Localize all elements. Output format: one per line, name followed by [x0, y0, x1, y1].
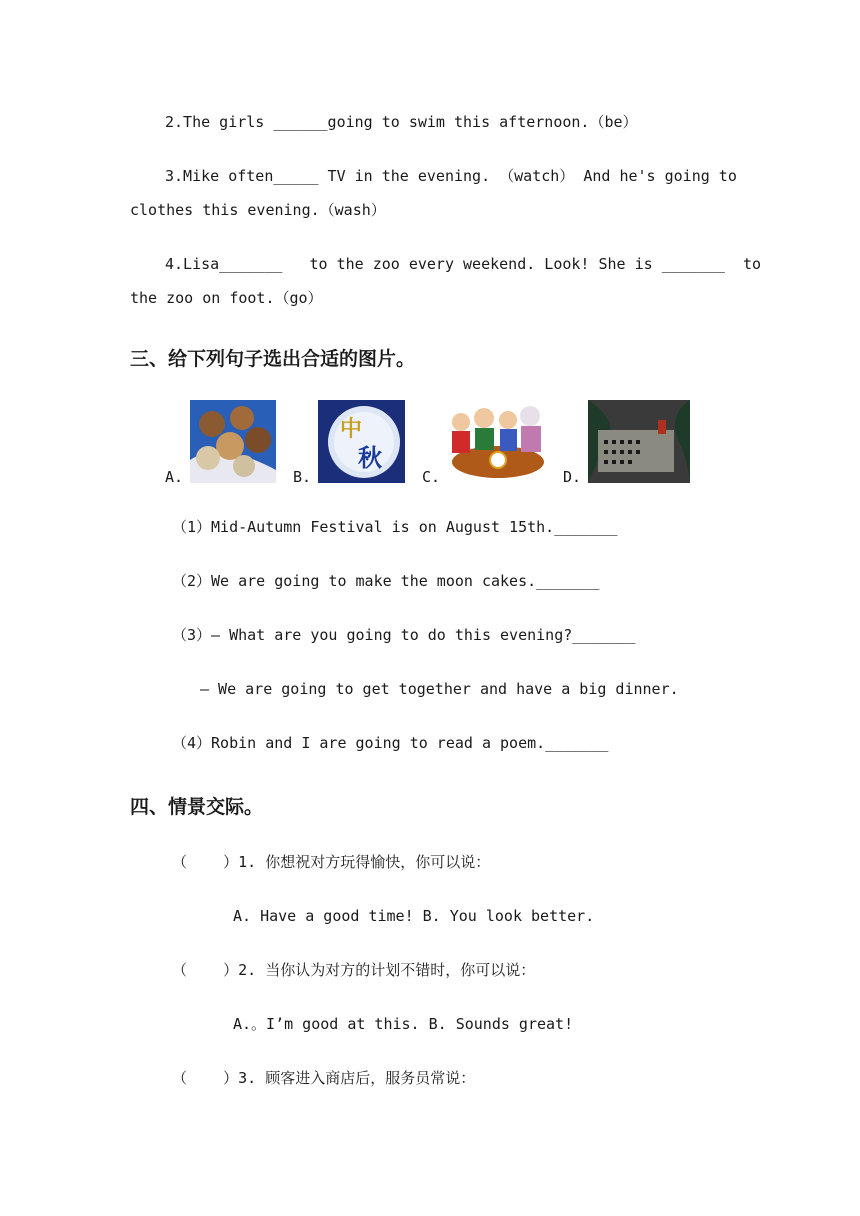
exercise-4-sentence-line1: 4.Lisa_______ to the zoo every weekend. Look! She is _______ to	[165, 255, 762, 273]
poem-scroll-picture	[588, 400, 690, 483]
situation-question-2: （ ）2. 当你认为对方的计划不错时，你可以说：	[172, 961, 536, 979]
picture-a-label: A.	[165, 468, 184, 486]
situation-question-2-options: A.。I’m good at this. B. Sounds great!	[233, 1015, 574, 1033]
svg-text:中: 中	[340, 417, 363, 442]
exercise-3-sentence-line1: 3.Mike often_____ TV in the evening. （watch） And he's going to	[165, 167, 737, 185]
moon-cakes-photo	[190, 400, 276, 483]
section-4-heading: 四、情景交际。	[130, 796, 264, 818]
situation-question-1: （ ）1. 你想祝对方玩得愉快，你可以说：	[172, 853, 491, 871]
section-3-heading: 三、给下列句子选出合适的图片。	[130, 348, 416, 370]
match-sentence-1: （1）Mid-Autumn Festival is on August 15th._______	[172, 518, 618, 536]
family-dinner-cartoon	[446, 400, 546, 483]
match-sentence-2: （2）We are going to make the moon cakes._______	[172, 572, 600, 590]
situation-question-3: （ ）3. 顾客进入商店后，服务员常说：	[172, 1069, 476, 1087]
picture-b-label: B.	[293, 468, 312, 486]
svg-text:秋: 秋	[358, 444, 382, 472]
match-sentence-4: （4）Robin and I are going to read a poem._______	[172, 734, 609, 752]
picture-d-label: D.	[563, 468, 582, 486]
picture-c-label: C.	[422, 468, 441, 486]
mid-autumn-poster	[318, 400, 405, 483]
exercise-4-sentence-line2: the zoo on foot.（go）	[130, 289, 323, 307]
exercise-2-sentence: 2.The girls ______going to swim this afternoon.（be）	[165, 113, 638, 131]
match-sentence-3-answer: — We are going to get together and have a big dinner.	[200, 680, 679, 698]
exercise-3-sentence-line2: clothes this evening.（wash）	[130, 201, 386, 219]
situation-question-1-options: A. Have a good time! B. You look better.	[233, 907, 595, 925]
match-sentence-3-question: （3）— What are you going to do this evening?_______	[172, 626, 636, 644]
